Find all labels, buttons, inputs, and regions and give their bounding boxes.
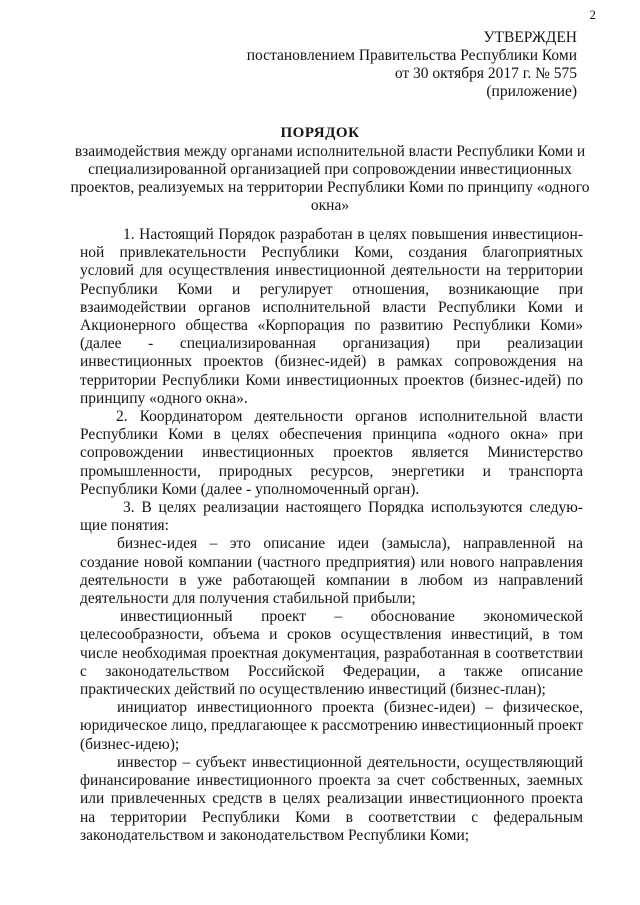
approval-line: (приложение)	[486, 83, 577, 100]
definition-paragraph: бизнес-идея – это описание идеи (замысла), направленной на создание новой компании (частного предприятия) или нового направления деятельности в уже работающей компании в любом из направлений деятельности для получения стабильной прибыли;	[80, 535, 583, 608]
document-body	[80, 226, 583, 845]
document-subtitle: взаимодействия между органами исполнительной власти Республики Коми и специализированной организацией при сопровождении инвестиционных проектов, реализуемых на территории Республики Коми по принципу «одного окна»	[70, 143, 590, 214]
paragraph: 1. Настоящий Порядок разработан в целях повышения инвестиционной привлекательности Республики Коми, создания благоприятных условий для осуществления инвестиционной деятельности на территории Республики Коми и регулирует отношения, возникающие при взаимодействии органов исполнительной власти Республики Коми и Акционерного общества «Корпорация по развитию Республики Коми» (далее - специализированная организация) при реализации инвестиционных проектов (бизнес-идей) в рамках сопровождения на территории Республики Коми инвестиционных проектов (бизнес-идей) по принципу «одного окна».	[80, 226, 583, 407]
page-number: 2	[589, 7, 596, 22]
definition-paragraph: инициатор инвестиционного проекта (бизнес-идеи) – физическое, юридическое лицо, предлагающее к рассмотрению инвестиционный проект (бизнес-идею);	[80, 699, 583, 753]
approval-line: постановлением Правительства Республики Коми	[246, 47, 577, 64]
approval-line: от 30 октября 2017 г. № 575	[394, 65, 577, 82]
approval-line: УТВЕРЖДЕН	[483, 29, 577, 46]
definition-paragraph: инвестиционный проект – обоснование экономической целесообразности, объема и сроков осуществления инвестиций, в том числе необходимая проектная документация, разработанная в соответствии с законодательством Российской Федерации, а также описание практических действий по осуществлению инвестиций (бизнес-план);	[80, 608, 583, 699]
approval-block	[247, 29, 577, 101]
definition-paragraph: инвестор – субъект инвестиционной деятельности, осуществляющий финансирование инвестиционного проекта за счет собственных, заемных или привлеченных средств в целях реализации инвестиционного проекта на территории Республики Коми в соответствии с федеральным законодательством и законодательством Республики Коми;	[80, 753, 583, 844]
paragraph: 2. Координатором деятельности органов исполнительной власти Республики Коми в целях обеспечения принципа «одного окна» при сопровождении инвестиционных проектов является Министерство промышленности, природных ресурсов, энергетики и транспорта Республики Коми (далее - уполномоченный орган).	[80, 408, 583, 498]
paragraph: 3. В целях реализации настоящего Порядка используются следующие понятия:	[80, 499, 583, 535]
document-title: ПОРЯДОК	[280, 125, 360, 141]
